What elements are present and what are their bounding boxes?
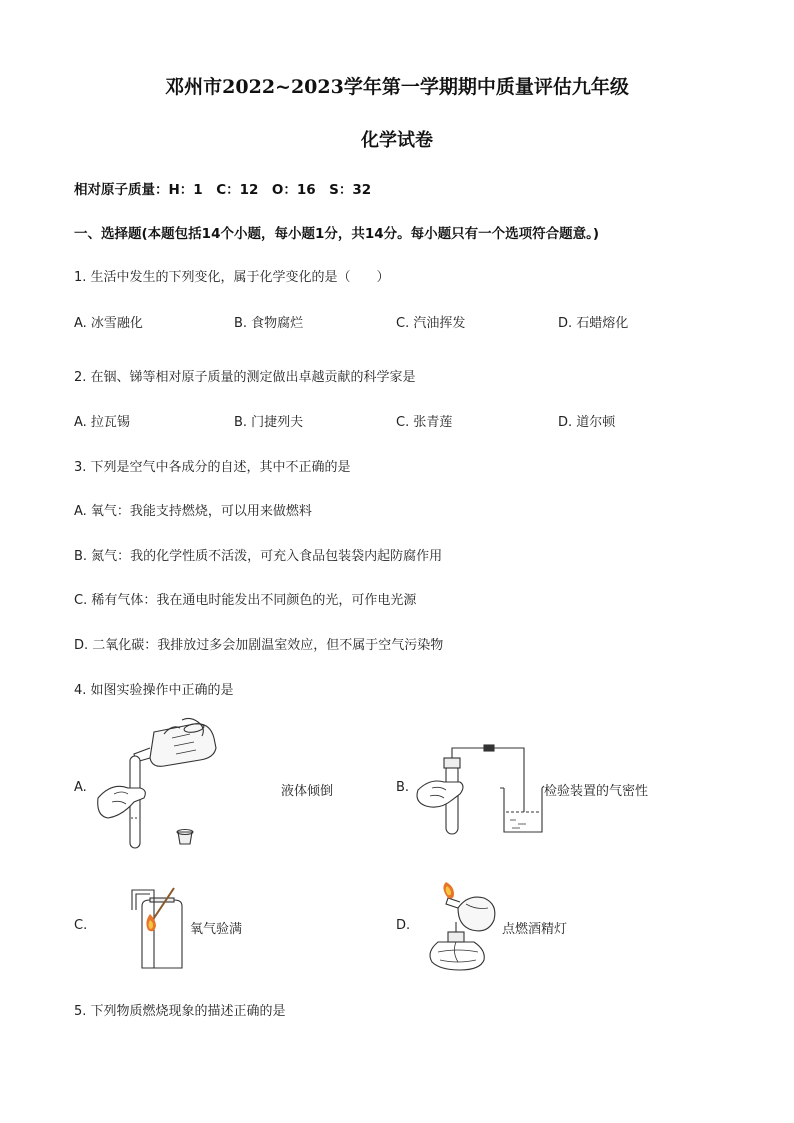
q2-option-d: D. 道尔顿 (558, 415, 616, 430)
pouring-liquid-icon (94, 718, 224, 852)
q1-option-a: A. 冰雪融化 (74, 316, 143, 331)
question-5-stem: 5. 下列物质燃烧现象的描述正确的是 (74, 1004, 286, 1019)
q4-option-b-caption: 检验装置的气密性 (544, 784, 649, 799)
question-4-stem: 4. 如图实验操作中正确的是 (74, 683, 234, 698)
atomic-masses: 相对原子质量：H：1 C：12 O：16 S：32 (74, 182, 372, 198)
q3-option-c: C. 稀有气体：我在通电时能发出不同颜色的光，可作电光源 (74, 593, 417, 608)
q2-option-c: C. 张青莲 (396, 415, 453, 430)
q1-option-c: C. 汽油挥发 (396, 316, 466, 331)
question-3-stem: 3. 下列是空气中各成分的自述，其中不正确的是 (74, 460, 351, 475)
question-1-stem: 1. 生活中发生的下列变化，属于化学变化的是（ ） (74, 270, 390, 285)
q1-option-d: D. 石蜡熔化 (558, 316, 629, 331)
q4-option-a-letter: A. (74, 780, 87, 795)
q3-option-b: B. 氮气：我的化学性质不活泼，可充入食品包装袋内起防腐作用 (74, 549, 443, 564)
q4-option-b-letter: B. (396, 780, 410, 795)
q1-option-b: B. 食物腐烂 (234, 316, 304, 331)
exam-title: 邓州市2022~2023学年第一学期期中质量评估九年级 (165, 76, 629, 98)
q4-option-a-caption: 液体倾倒 (281, 784, 334, 799)
oxygen-full-check-icon (130, 884, 186, 970)
q4-option-c-letter: C. (74, 918, 88, 933)
question-2-stem: 2. 在铟、锑等相对原子质量的测定做出卓越贡献的科学家是 (74, 370, 416, 385)
q2-option-a: A. 拉瓦锡 (74, 415, 130, 430)
q2-option-b: B. 门捷列夫 (234, 415, 304, 430)
airtightness-check-icon (414, 740, 544, 836)
q4-option-d-caption: 点燃酒精灯 (502, 922, 568, 937)
q3-option-a: A. 氧气：我能支持燃烧，可以用来做燃料 (74, 504, 312, 519)
lighting-alcohol-lamp-icon (418, 882, 502, 972)
q4-option-d-letter: D. (396, 918, 411, 933)
exam-subtitle: 化学试卷 (361, 130, 433, 151)
section-heading: 一、选择题(本题包括14个小题，每小题1分，共14分。每小题只有一个选项符合题意。) (74, 226, 600, 242)
q4-option-c-caption: 氧气验满 (190, 922, 243, 937)
q3-option-d: D. 二氧化碳：我排放过多会加剧温室效应，但不属于空气污染物 (74, 638, 444, 653)
